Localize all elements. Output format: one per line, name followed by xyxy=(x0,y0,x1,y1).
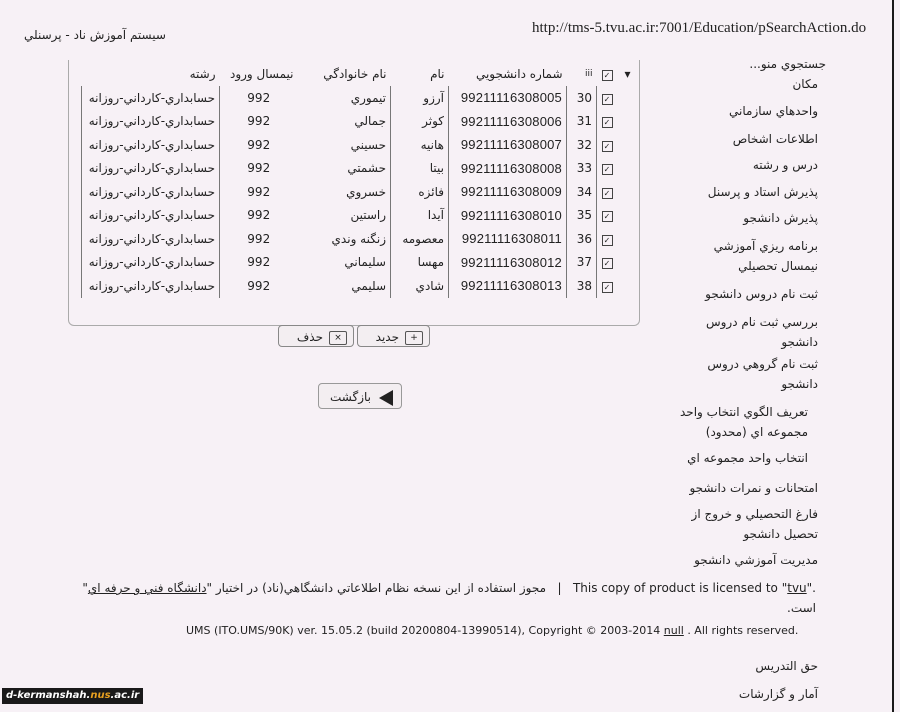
row-checkbox[interactable]: ✓ xyxy=(597,251,617,275)
vendor-link[interactable]: null xyxy=(663,624,684,637)
license-en-org-link[interactable]: tvu xyxy=(787,581,807,595)
table-row[interactable] xyxy=(82,251,635,275)
page-edge-line xyxy=(892,0,894,712)
row-checkbox[interactable]: ✓ xyxy=(597,274,617,298)
cell-first-name: كوثر xyxy=(391,110,449,134)
cell-student-number[interactable]: 99211116308009 xyxy=(449,180,567,204)
cell-entry-term: 992 xyxy=(220,180,298,204)
cell-major: حسابداري-كارداني-روزانه xyxy=(82,204,220,228)
row-number: 30 xyxy=(567,86,597,110)
back-button[interactable]: بازگشت xyxy=(318,383,402,409)
row-spacer xyxy=(617,180,635,204)
cell-student-number[interactable]: 99211116308011 xyxy=(449,227,567,251)
cell-last-name: سليماني xyxy=(344,255,386,270)
cell-first-name: فائزه xyxy=(391,180,449,204)
cell-student-number[interactable]: 99211116308006 xyxy=(449,110,567,134)
sidebar-item-people-info[interactable]: اطلاعات اشخاص xyxy=(732,132,818,146)
cell-major: حسابداري-كارداني-روزانه xyxy=(82,251,220,275)
cell-major: حسابداري-كارداني-روزانه xyxy=(82,133,220,157)
row-checkbox[interactable]: ✓ xyxy=(597,180,617,204)
cell-entry-term: 992 xyxy=(220,227,298,251)
row-checkbox[interactable]: ✓ xyxy=(597,110,617,134)
license-footer xyxy=(76,578,816,618)
sidebar-item-reports[interactable]: آمار و گزارشات xyxy=(738,687,818,701)
sidebar-item-graduation[interactable]: فارغ التحصيلي و خروج از xyxy=(691,507,818,521)
sidebar-item-exams-grades[interactable]: امتحانات و نمرات دانشجو xyxy=(689,481,818,495)
sidebar-item-course-major[interactable]: درس و رشته xyxy=(752,158,818,172)
version-copyright: UMS (ITO.UMS/90K) ver. 15.05.2 (build 20200804-13990514), Copyright © 2003-2014 null . All rights reserved. xyxy=(186,624,799,637)
header-last-name[interactable]: نام خانوادگي xyxy=(323,67,387,81)
cell-student-number[interactable]: 99211116308012 xyxy=(449,251,567,275)
sidebar-item-group-registration-2[interactable]: دانشجو xyxy=(781,377,818,391)
site-watermark: d-kermanshah.nus.ac.ir xyxy=(2,688,143,704)
cell-last-name: راستين xyxy=(350,208,386,223)
row-spacer xyxy=(617,86,635,110)
row-number: 37 xyxy=(567,251,597,275)
row-checkbox[interactable]: ✓ xyxy=(597,86,617,110)
cell-last-name: تيموري xyxy=(350,90,386,105)
license-fa: مجوز استفاده از اين نسخه نظام اطلاعاتي دانشگاهي(ناد) در اختيار "دانشگاه فني و حرفه اي" است. xyxy=(82,581,816,615)
delete-folder-icon: × xyxy=(329,331,347,345)
table-row[interactable] xyxy=(82,204,635,228)
row-number: 36 xyxy=(567,227,597,251)
cell-entry-term: 992 xyxy=(220,251,298,275)
sidebar-item-registration-review[interactable]: بررسي ثبت نام دروس xyxy=(705,315,818,329)
sidebar-item-unit-pattern-2[interactable]: مجموعه اي (محدود) xyxy=(705,425,808,439)
header-row-number: iii xyxy=(584,69,593,79)
sidebar-item-teaching-fee[interactable]: حق التدريس xyxy=(755,659,818,673)
row-checkbox[interactable]: ✓ xyxy=(597,133,617,157)
sidebar-item-staff-admission[interactable]: پذيرش استاد و پرسنل xyxy=(707,185,818,199)
cell-major: حسابداري-كارداني-روزانه xyxy=(82,86,220,110)
cell-major: حسابداري-كارداني-روزانه xyxy=(82,227,220,251)
table-row[interactable] xyxy=(82,133,635,157)
sidebar-item-student-admission[interactable]: پذيرش دانشجو xyxy=(743,211,818,225)
license-fa-org-link[interactable]: دانشگاه فني و حرفه اي xyxy=(87,581,207,595)
sidebar-item-group-unit-selection[interactable]: انتخاب واحد مجموعه اي xyxy=(687,451,808,465)
system-title: سيستم آموزش ناد - پرسنلي xyxy=(24,28,166,42)
page-url: http://tms-5.tvu.ac.ir:7001/Education/pSearchAction.do xyxy=(532,20,867,36)
row-spacer xyxy=(617,227,635,251)
row-spacer xyxy=(617,157,635,181)
row-spacer xyxy=(617,274,635,298)
sort-icon[interactable]: ▾ xyxy=(624,67,631,81)
row-checkbox[interactable]: ✓ xyxy=(597,157,617,181)
cell-last-name: حشمتي xyxy=(347,161,386,176)
table-row[interactable] xyxy=(82,86,635,110)
cell-major: حسابداري-كارداني-روزانه xyxy=(82,157,220,181)
cell-entry-term: 992 xyxy=(220,110,298,134)
back-arrow-icon xyxy=(379,390,393,406)
cell-first-name: مهسا xyxy=(391,251,449,275)
row-number: 32 xyxy=(567,133,597,157)
row-checkbox[interactable]: ✓ xyxy=(597,227,617,251)
row-number: 35 xyxy=(567,204,597,228)
cell-major: حسابداري-كارداني-روزانه xyxy=(82,180,220,204)
table-row[interactable] xyxy=(82,110,635,134)
delete-button[interactable]: ×حذف xyxy=(278,325,354,347)
new-folder-icon: + xyxy=(405,331,423,345)
table-body xyxy=(82,86,635,298)
row-spacer xyxy=(617,110,635,134)
cell-last-name: خسروي xyxy=(346,184,386,199)
row-number: 34 xyxy=(567,180,597,204)
sidebar-item-registration-review-2[interactable]: دانشجو xyxy=(781,335,818,349)
cell-student-number[interactable]: 99211116308010 xyxy=(449,204,567,228)
header-first-name[interactable]: نام xyxy=(430,67,445,81)
table-header-row xyxy=(82,62,635,86)
row-spacer xyxy=(617,133,635,157)
sidebar-item-edu-planning[interactable]: برنامه ريزي آموزشي xyxy=(713,239,818,253)
row-number: 31 xyxy=(567,110,597,134)
row-spacer xyxy=(617,251,635,275)
row-number: 33 xyxy=(567,157,597,181)
table-row[interactable] xyxy=(82,157,635,181)
sidebar-item-student-edu-mgmt[interactable]: مديريت آموزشي دانشجو xyxy=(694,553,818,567)
cell-last-name: حسيني xyxy=(350,137,386,152)
cell-last-name: سليمي xyxy=(351,278,386,293)
header-check-icon[interactable]: ✓ xyxy=(597,62,617,86)
cell-major: حسابداري-كارداني-روزانه xyxy=(82,274,220,298)
cell-student-number[interactable]: 99211116308008 xyxy=(449,157,567,181)
sidebar-item-course-registration[interactable]: ثبت نام دروس دانشجو xyxy=(705,287,818,301)
sidebar-item-org-units[interactable]: واحدهاي سازماني xyxy=(729,104,818,118)
cell-student-number[interactable]: 99211116308013 xyxy=(449,274,567,298)
cell-first-name: شادي xyxy=(391,274,449,298)
header-student-number[interactable]: شماره دانشجويي xyxy=(475,67,563,81)
student-grid xyxy=(68,60,640,326)
table-row[interactable] xyxy=(82,274,635,298)
row-spacer xyxy=(617,204,635,228)
student-table xyxy=(81,62,635,298)
license-en: This copy of product is licensed to "tvu". xyxy=(572,581,816,595)
license-separator: | xyxy=(557,581,562,595)
cell-first-name: آيدا xyxy=(391,204,449,228)
sidebar-item-edu-planning-term[interactable]: نيمسال تحصيلي xyxy=(738,259,818,273)
cell-entry-term: 992 xyxy=(220,157,298,181)
header-entry-term[interactable]: نيمسال ورود xyxy=(229,67,294,81)
cell-student-number[interactable]: 99211116308005 xyxy=(449,86,567,110)
cell-first-name: آرزو xyxy=(391,86,449,110)
sidebar-item-graduation-2[interactable]: تحصيل دانشجو xyxy=(743,527,818,541)
cell-entry-term: 992 xyxy=(220,133,298,157)
cell-entry-term: 992 xyxy=(220,86,298,110)
cell-first-name: معصومه xyxy=(391,227,449,251)
sidebar-item-group-registration[interactable]: ثبت نام گروهي دروس xyxy=(707,357,818,371)
cell-entry-term: 992 xyxy=(220,204,298,228)
cell-first-name: بيتا xyxy=(391,157,449,181)
cell-student-number[interactable]: 99211116308007 xyxy=(449,133,567,157)
cell-entry-term: 992 xyxy=(220,274,298,298)
new-button[interactable]: +جديد xyxy=(357,325,430,347)
sidebar-search-menu[interactable]: جستجوي منو... xyxy=(749,57,826,71)
cell-last-name: زنگنه وندي xyxy=(331,231,386,246)
cell-first-name: هانيه xyxy=(391,133,449,157)
sidebar-item-unit-pattern[interactable]: تعريف الگوي انتخاب واحد xyxy=(679,405,808,419)
table-row[interactable] xyxy=(82,180,635,204)
row-checkbox[interactable]: ✓ xyxy=(597,204,617,228)
header-major[interactable]: رشته xyxy=(189,67,216,81)
cell-last-name: جمالي xyxy=(354,114,386,129)
row-number: 38 xyxy=(567,274,597,298)
table-row[interactable] xyxy=(82,227,635,251)
cell-major: حسابداري-كارداني-روزانه xyxy=(82,110,220,134)
sidebar-item-location[interactable]: مكان xyxy=(792,77,818,91)
